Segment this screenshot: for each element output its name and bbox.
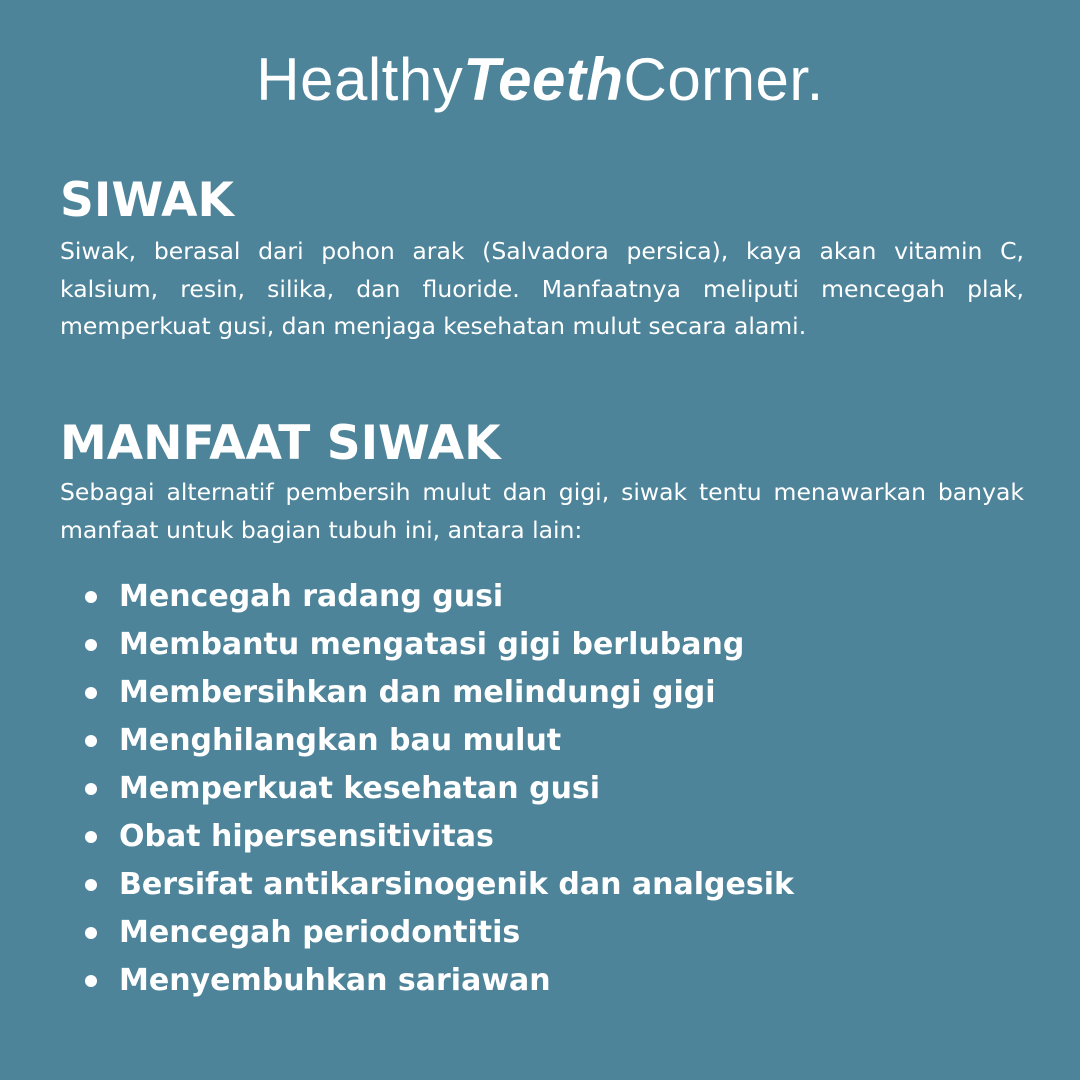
list-item	[0, 911, 1080, 959]
section-title-siwak: SIWAK	[60, 173, 234, 228]
benefit-label: Menyembuhkan sariawan	[119, 963, 551, 998]
bullet-icon	[85, 783, 97, 795]
bullet-icon	[85, 735, 97, 747]
bullet-icon	[85, 975, 97, 987]
list-item	[0, 863, 1080, 911]
bullet-icon	[85, 879, 97, 891]
bullet-icon	[85, 927, 97, 939]
list-item	[0, 959, 1080, 1007]
bullet-icon	[85, 831, 97, 843]
bullet-icon	[85, 591, 97, 603]
manfaat-intro: Sebagai alternatif pembersih mulut dan gigi, siwak tentu menawarkan banyak manfaat untuk bagian tubuh ini, antara lain:	[60, 478, 1024, 544]
siwak-description: Siwak, berasal dari pohon arak (Salvadora persica), kaya akan vitamin C, kalsium, resin, silika, dan fluoride. Manfaatnya meliputi mencegah plak, memperkuat gusi, dan menjaga kesehatan mulut secara alami.	[60, 237, 1024, 340]
list-item	[0, 719, 1080, 767]
benefit-label: Memperkuat kesehatan gusi	[119, 771, 601, 806]
list-item	[0, 575, 1080, 623]
list-item	[0, 815, 1080, 863]
bullet-icon	[85, 639, 97, 651]
benefit-label: Obat hipersensitivitas	[119, 819, 494, 854]
benefit-label: Menghilangkan bau mulut	[119, 723, 562, 758]
section-title-manfaat: MANFAAT SIWAK	[60, 416, 501, 471]
list-item	[0, 623, 1080, 671]
benefit-label: Mencegah periodontitis	[119, 915, 521, 950]
benefits-list	[0, 575, 1080, 1007]
brand-part-corner: Corner.	[623, 46, 824, 113]
benefit-label: Bersifat antikarsinogenik dan analgesik	[119, 867, 794, 902]
brand-part-teeth: Teeth	[463, 46, 624, 113]
brand-part-healthy: Healthy	[256, 46, 464, 113]
benefit-label: Membersihkan dan melindungi gigi	[119, 675, 716, 710]
benefit-label: Mencegah radang gusi	[119, 579, 504, 614]
list-item	[0, 671, 1080, 719]
benefit-label: Membantu mengatasi gigi berlubang	[119, 627, 745, 662]
list-item	[0, 767, 1080, 815]
bullet-icon	[85, 687, 97, 699]
brand-logo	[0, 44, 1080, 116]
